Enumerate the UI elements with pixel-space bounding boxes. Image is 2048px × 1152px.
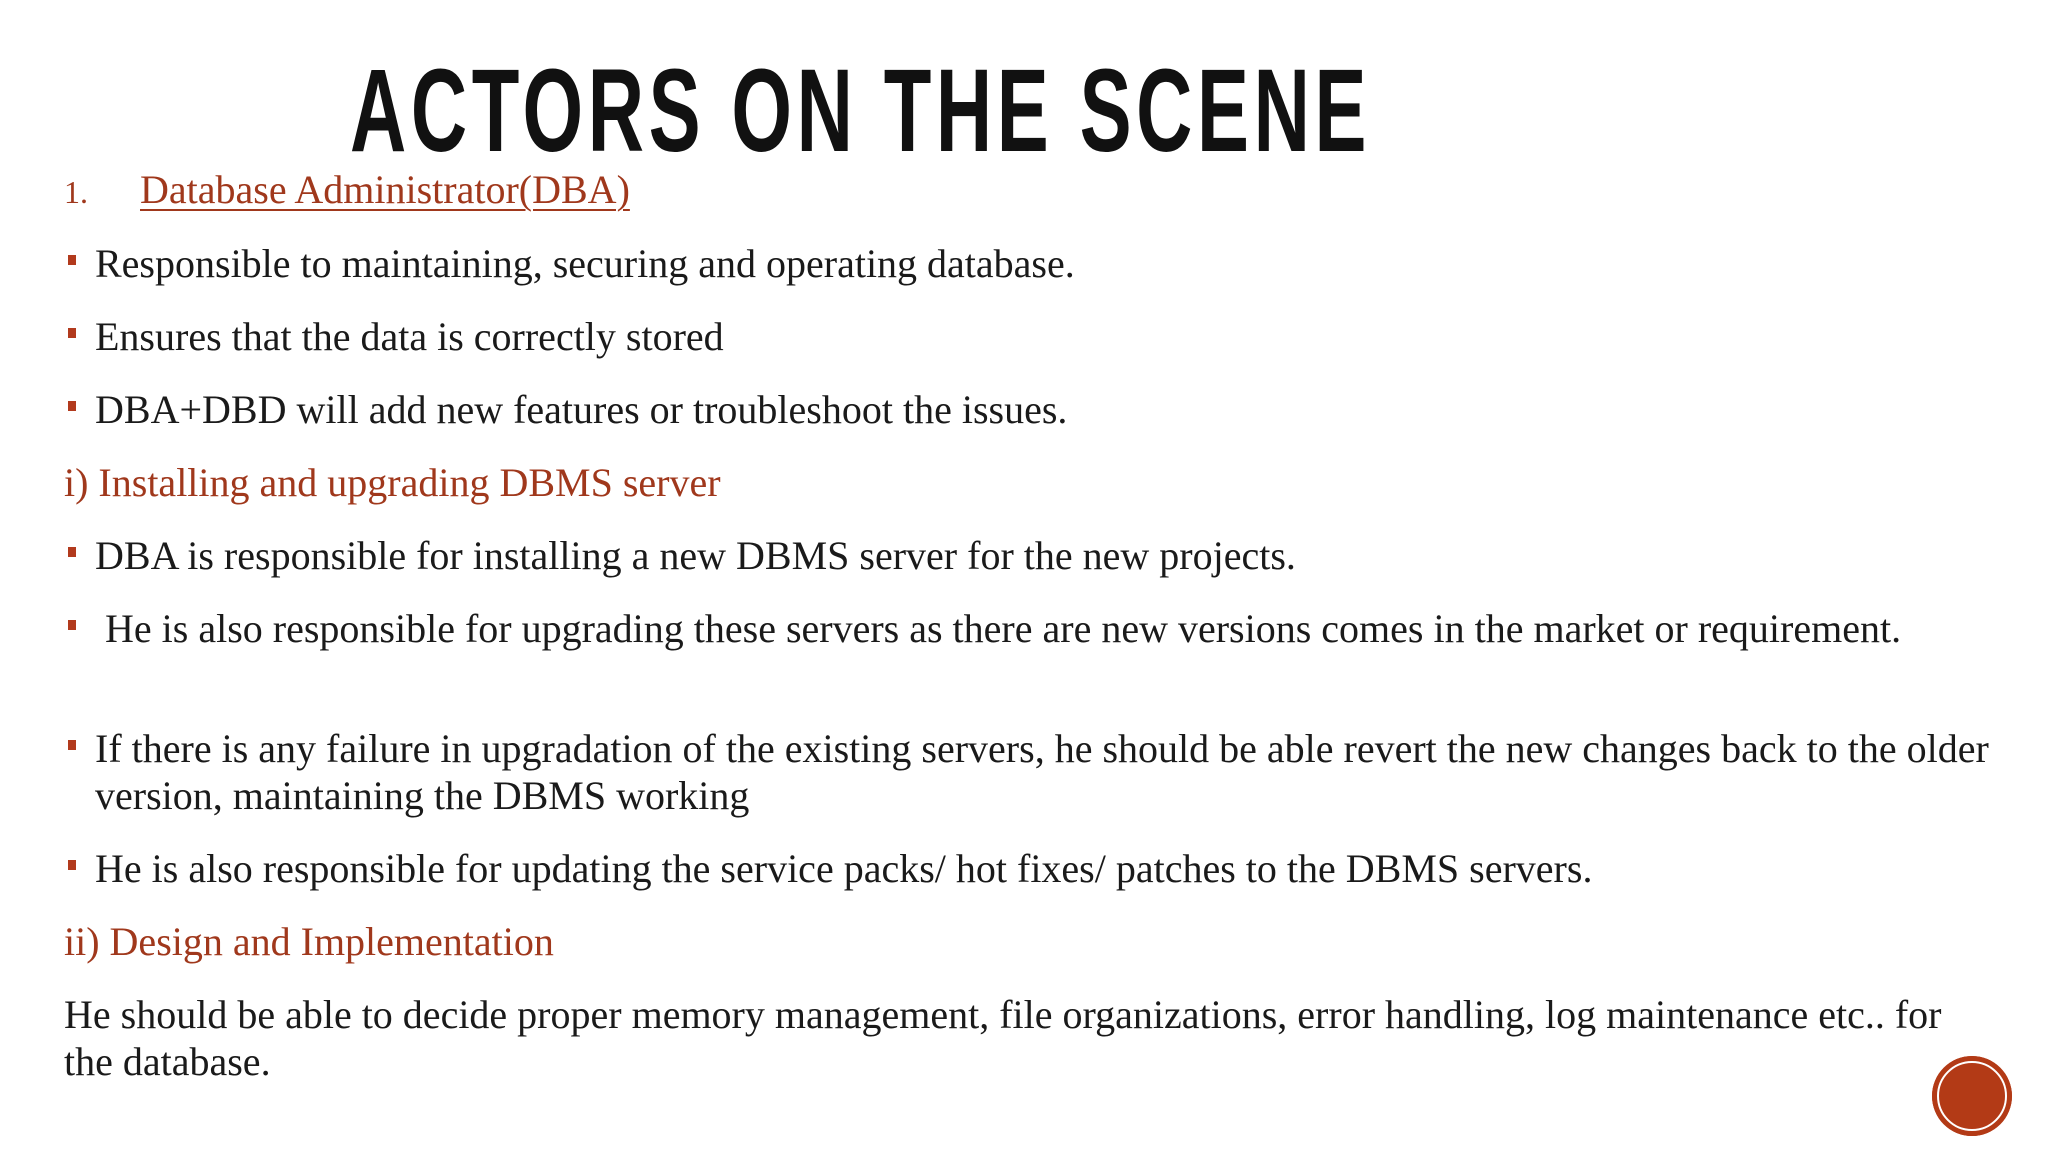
square-bullet-icon xyxy=(68,328,76,338)
square-bullet-icon xyxy=(68,401,76,411)
square-bullet-icon xyxy=(68,255,76,265)
bullet-item xyxy=(64,725,1994,819)
square-bullet-icon xyxy=(68,620,76,630)
numbered-item-dba xyxy=(64,166,630,216)
bullet-text: Ensures that the data is correctly stored xyxy=(95,314,724,359)
square-bullet-icon xyxy=(68,740,76,750)
slide-title: ACTORS ON THE SCENE xyxy=(350,45,1372,177)
list-number: 1. xyxy=(64,174,88,210)
design-paragraph: He should be able to decide proper memory management, file organizations, error handling, log maintenance etc.. for the database. xyxy=(64,992,1942,1084)
slide-logo-badge xyxy=(1932,1056,2012,1136)
bullet-text: He is also responsible for updating the service packs/ hot fixes/ patches to the DBMS servers. xyxy=(95,846,1593,891)
section-heading-installing: i) Installing and upgrading DBMS server xyxy=(64,460,721,505)
bullet-text: If there is any failure in upgradation of the existing servers, he should be able revert the new changes back to the older version, maintaining the DBMS working xyxy=(95,726,1989,818)
square-bullet-icon xyxy=(68,860,76,870)
bullet-item xyxy=(64,240,1994,287)
bullet-item xyxy=(64,532,1994,579)
square-bullet-icon xyxy=(68,547,76,557)
section-heading-design: ii) Design and Implementation xyxy=(64,919,554,964)
bullet-item xyxy=(64,845,1994,892)
badge-ring-icon xyxy=(1937,1061,2007,1131)
bullet-item xyxy=(64,605,1994,652)
bullet-text: He is also responsible for upgrading these servers as there are new versions comes in the market or requirement. xyxy=(95,606,1902,651)
bullet-text: Responsible to maintaining, securing and operating database. xyxy=(95,241,1075,286)
dba-heading-link[interactable]: Database Administrator(DBA) xyxy=(140,167,630,212)
bullet-item xyxy=(64,313,1994,360)
bullet-item xyxy=(64,386,1994,433)
bullet-text: DBA is responsible for installing a new DBMS server for the new projects. xyxy=(95,533,1296,578)
bullet-text: DBA+DBD will add new features or troubleshoot the issues. xyxy=(95,387,1068,432)
